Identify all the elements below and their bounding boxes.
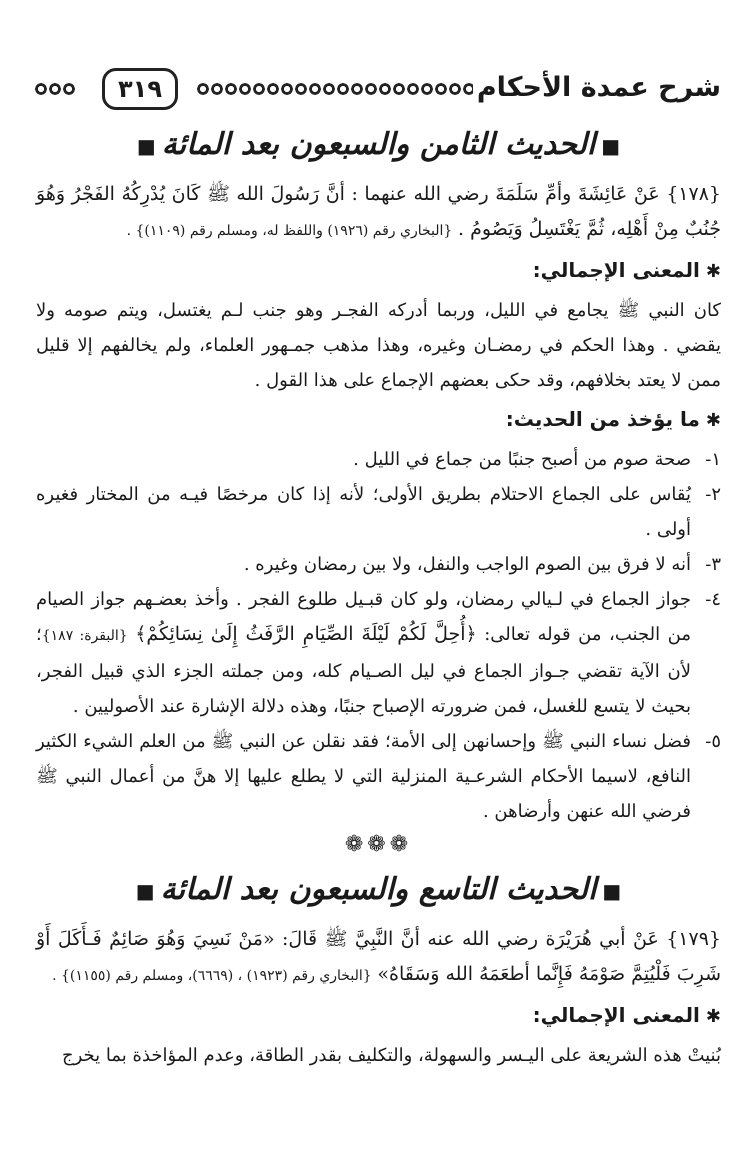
page-content	[36, 120, 721, 1073]
list-item-text: صحة صوم من أصبح جنبًا من جماع في الليل .	[353, 449, 691, 470]
title-bullet-icon: ■	[135, 879, 155, 903]
meaning-heading-179	[36, 996, 721, 1036]
list-item	[36, 582, 721, 724]
list-item	[36, 547, 721, 582]
list-item-number: ٢-	[705, 484, 721, 505]
title-bullet-icon: ■	[601, 134, 621, 158]
lessons-list	[36, 442, 721, 829]
verse-reference: {البقرة: ١٨٧}	[41, 628, 128, 644]
asterisk-icon: ✱	[705, 410, 721, 431]
meaning-heading-178	[36, 251, 721, 291]
header-ornament-chain	[196, 82, 473, 96]
title-bullet-icon: ■	[602, 879, 622, 903]
list-item-text: فضل نساء النبي ﷺ وإحسانهن إلى الأمة؛ فقد نقلن عن النبي ﷺ من العلم الشيء الكثير النافع، لاسيما الأحكام الشرعـية المنزلية التي لا يطلع عليها إلا هنَّ من أعمال النبي ﷺ فرضي الله عنهن وأرضاهن .	[36, 731, 691, 822]
hadith-179-reference: {البخاري رقم (١٩٢٣) ، (٦٦٦٩)، ومسلم رقم (١١٥٥)} .	[52, 968, 372, 984]
list-item-number: ٤-	[705, 589, 721, 610]
list-item	[36, 477, 721, 547]
hadith-178-matn	[36, 177, 721, 249]
hadith-178-text: {١٧٨} عَنْ عَائِشَةَ وأمِّ سَلَمَةَ رضي الله عنهما : أنَّ رَسُولَ الله ﷺ كَانَ يُدْرِكُهُ الفَجْرُ وَهُوَ جُنُبٌ مِنْ أَهْلِه، ثُمَّ يَغْتَسِلُ وَيَصُومُ .	[36, 183, 721, 240]
asterisk-icon: ✱	[705, 1006, 721, 1027]
hadith-178-title-text: الحديث الثامن والسبعون بعد المائة	[161, 127, 596, 162]
section-separator-icon: ❁❁❁	[344, 832, 413, 857]
title-bullet-icon: ■	[136, 134, 156, 158]
hadith-179-title	[36, 867, 721, 914]
hadith-179-matn	[36, 922, 721, 994]
header-ornament-left	[34, 82, 76, 96]
meaning-heading-label: المعنى الإجمالي:	[532, 258, 700, 282]
meaning-text-179: بُنيتْ هذه الشريعة على اليـسر والسهولة، والتكليف بقدر الطاقة، وعدم المؤاخذة بما يخرج	[62, 1045, 721, 1066]
meaning-heading-label: المعنى الإجمالي:	[532, 1003, 700, 1027]
list-item-text: أنه لا فرق بين الصوم الواجب والنفل، ولا بين رمضان وغيره .	[243, 554, 691, 575]
running-header	[34, 68, 721, 114]
list-item	[36, 724, 721, 829]
quran-verse: ﴿أُحِلَّ لَكُمْ لَيْلَةَ الصِّيَامِ الرَّفَثُ إِلَىٰ نِسَائِكُمْ﴾	[135, 623, 477, 645]
hadith-179-text: {١٧٩} عَنْ أبي هُرَيْرَة رضي الله عنه أنَّ النَّبِيَّ ﷺ قَالَ: «مَنْ نَسِيَ وَهُوَ صَائِمٌ فَـأَكَلَ أَوْ شَرِبَ فَلْيُتِمَّ صَوْمَهُ فَإِنَّما أطعَمَهُ الله وَسَقَاهُ»	[36, 928, 721, 985]
hadith-178-title	[36, 122, 721, 169]
list-item-number: ٥-	[705, 731, 721, 752]
list-item-number: ٣-	[705, 554, 721, 575]
list-item-text: جواز الجماع في لـيالي رمضان، ولو كان قبـيل طلوع الفجر . وأخذ بعضـهم جواز الصيام من الجنب، من قوله تعالى:	[36, 589, 691, 645]
asterisk-icon: ✱	[705, 261, 721, 282]
hadith-179-title-text: الحديث التاسع والسبعون بعد المائة	[160, 872, 597, 907]
list-item	[36, 442, 721, 477]
list-item-text: يُقاس على الجماع الاحتلام بطريق الأولى؛ لأنه إذا كان مرخصًا فيـه من المختار فغيره أولى .	[36, 484, 691, 540]
meaning-text-178: كان النبي ﷺ يجامع في الليل، وربما أدركه الفجـر وهو جنب لـم يغتسل، ويتم صومه ولا يقضي . وهذا الحكم في رمضـان وغيره، وهذا مذهب جمـهور العلماء، ولم يخالفهم إلا قليل ممن لا يعتد بخلافهم، وقد حكى بعضهم الإجماع على هذا القول .	[36, 300, 721, 391]
page-number: ٣١٩	[102, 68, 178, 110]
lessons-heading-label: ما يؤخذ من الحديث:	[505, 407, 700, 431]
list-item-number: ١-	[705, 449, 721, 470]
hadith-178-reference: {البخاري رقم (١٩٢٦) واللفظ له، ومسلم رقم (١١٠٩)} .	[126, 223, 453, 239]
book-title: شرح عمدة الأحكام	[476, 72, 721, 103]
lessons-heading-178	[36, 400, 721, 440]
list-item-text-continued: ؛ لأن الآية تقضي جـواز الجماع في ليل الصـيام كله، ومن جملته الجزء الذي قبيل الفجر، بحيث لا يتسع للغسل، فمن ضرورته الإصباح جنبًا، وهذه دلالة الإشارة عند الأصوليين .	[36, 624, 691, 717]
